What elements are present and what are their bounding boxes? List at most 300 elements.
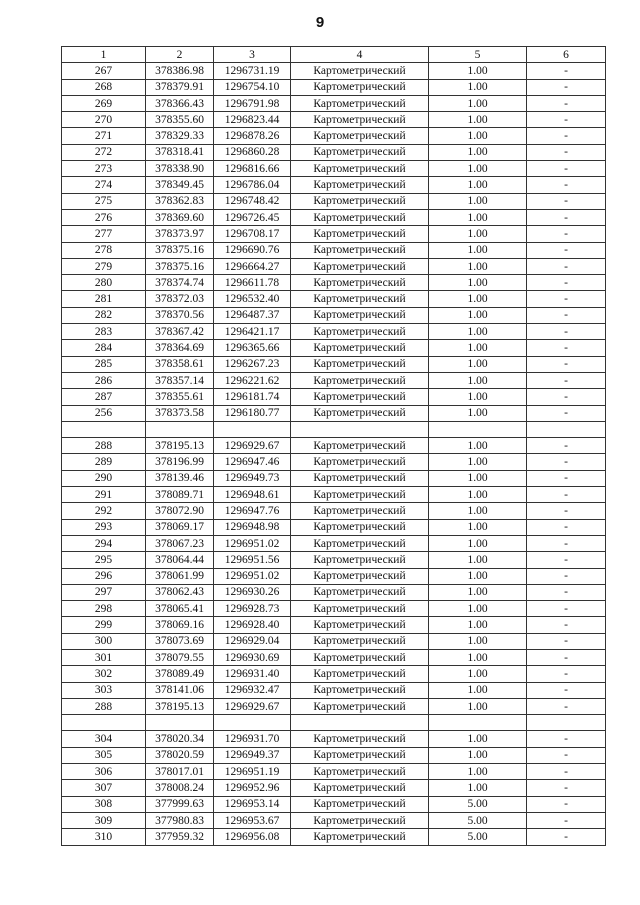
x-coordinate-cell: 378373.97 (146, 226, 214, 242)
note-cell: - (527, 829, 606, 845)
x-coordinate-cell: 378195.13 (146, 438, 214, 454)
empty-cell (62, 715, 146, 731)
y-coordinate-cell: 1296726.45 (214, 209, 291, 225)
x-coordinate-cell: 378064.44 (146, 552, 214, 568)
table-row (62, 731, 606, 747)
group-separator-row (62, 421, 606, 437)
note-cell: - (527, 128, 606, 144)
note-cell: - (527, 405, 606, 421)
y-coordinate-cell: 1296690.76 (214, 242, 291, 258)
table-row (62, 161, 606, 177)
note-cell: - (527, 519, 606, 535)
table-row (62, 144, 606, 160)
x-coordinate-cell: 378195.13 (146, 698, 214, 714)
accuracy-cell: 1.00 (429, 258, 527, 274)
table-row (62, 584, 606, 600)
table-row (62, 307, 606, 323)
y-coordinate-cell: 1296532.40 (214, 291, 291, 307)
note-cell: - (527, 307, 606, 323)
y-coordinate-cell: 1296928.73 (214, 601, 291, 617)
point-number-cell: 289 (62, 454, 146, 470)
table-row (62, 747, 606, 763)
point-number-cell: 256 (62, 405, 146, 421)
table-row (62, 780, 606, 796)
accuracy-cell: 1.00 (429, 209, 527, 225)
method-cell: Картометрический (291, 535, 429, 551)
x-coordinate-cell: 378374.74 (146, 275, 214, 291)
table-row (62, 829, 606, 845)
note-cell: - (527, 535, 606, 551)
y-coordinate-cell: 1296221.62 (214, 372, 291, 388)
method-cell: Картометрический (291, 340, 429, 356)
method-cell: Картометрический (291, 568, 429, 584)
y-coordinate-cell: 1296786.04 (214, 177, 291, 193)
y-coordinate-cell: 1296421.17 (214, 324, 291, 340)
point-number-cell: 306 (62, 764, 146, 780)
x-coordinate-cell: 378369.60 (146, 209, 214, 225)
accuracy-cell: 1.00 (429, 95, 527, 111)
accuracy-cell: 1.00 (429, 242, 527, 258)
method-cell: Картометрический (291, 812, 429, 828)
method-cell: Картометрический (291, 519, 429, 535)
method-cell: Картометрический (291, 764, 429, 780)
point-number-cell: 295 (62, 552, 146, 568)
accuracy-cell: 1.00 (429, 389, 527, 405)
point-number-cell: 278 (62, 242, 146, 258)
table-row (62, 666, 606, 682)
method-cell: Картометрический (291, 161, 429, 177)
point-number-cell: 284 (62, 340, 146, 356)
table-row (62, 258, 606, 274)
y-coordinate-cell: 1296487.37 (214, 307, 291, 323)
accuracy-cell: 1.00 (429, 535, 527, 551)
point-number-cell: 303 (62, 682, 146, 698)
accuracy-cell: 1.00 (429, 128, 527, 144)
table-row (62, 356, 606, 372)
x-coordinate-cell: 378072.90 (146, 503, 214, 519)
method-cell: Картометрический (291, 63, 429, 79)
point-number-cell: 269 (62, 95, 146, 111)
x-coordinate-cell: 377980.83 (146, 812, 214, 828)
table-row (62, 633, 606, 649)
x-coordinate-cell: 378358.61 (146, 356, 214, 372)
method-cell: Картометрический (291, 470, 429, 486)
y-coordinate-cell: 1296365.66 (214, 340, 291, 356)
table-row (62, 389, 606, 405)
accuracy-cell: 1.00 (429, 487, 527, 503)
point-number-cell: 290 (62, 470, 146, 486)
method-cell: Картометрический (291, 747, 429, 763)
accuracy-cell: 5.00 (429, 796, 527, 812)
x-coordinate-cell: 377959.32 (146, 829, 214, 845)
table-row (62, 242, 606, 258)
note-cell: - (527, 747, 606, 763)
accuracy-cell: 1.00 (429, 617, 527, 633)
table-row (62, 796, 606, 812)
header-cell-6: 6 (527, 47, 606, 63)
accuracy-cell: 1.00 (429, 324, 527, 340)
x-coordinate-cell: 378020.34 (146, 731, 214, 747)
method-cell: Картометрический (291, 242, 429, 258)
point-number-cell: 273 (62, 161, 146, 177)
x-coordinate-cell: 378017.01 (146, 764, 214, 780)
method-cell: Картометрический (291, 682, 429, 698)
accuracy-cell: 1.00 (429, 340, 527, 356)
accuracy-cell: 1.00 (429, 503, 527, 519)
point-number-cell: 296 (62, 568, 146, 584)
table-row (62, 601, 606, 617)
x-coordinate-cell: 378366.43 (146, 95, 214, 111)
y-coordinate-cell: 1296878.26 (214, 128, 291, 144)
y-coordinate-cell: 1296930.69 (214, 649, 291, 665)
point-number-cell: 267 (62, 63, 146, 79)
header-cell-1: 1 (62, 47, 146, 63)
table-row (62, 438, 606, 454)
note-cell: - (527, 682, 606, 698)
note-cell: - (527, 258, 606, 274)
accuracy-cell: 1.00 (429, 584, 527, 600)
table-row (62, 617, 606, 633)
method-cell: Картометрический (291, 633, 429, 649)
point-number-cell: 292 (62, 503, 146, 519)
table-row (62, 812, 606, 828)
accuracy-cell: 1.00 (429, 780, 527, 796)
accuracy-cell: 1.00 (429, 144, 527, 160)
table-row (62, 535, 606, 551)
accuracy-cell: 1.00 (429, 454, 527, 470)
header-cell-3: 3 (214, 47, 291, 63)
method-cell: Картометрический (291, 291, 429, 307)
table-row (62, 698, 606, 714)
table-row (62, 764, 606, 780)
note-cell: - (527, 79, 606, 95)
table-row (62, 682, 606, 698)
method-cell: Картометрический (291, 128, 429, 144)
note-cell: - (527, 209, 606, 225)
point-number-cell: 291 (62, 487, 146, 503)
point-number-cell: 294 (62, 535, 146, 551)
x-coordinate-cell: 378089.49 (146, 666, 214, 682)
empty-cell (429, 715, 527, 731)
accuracy-cell: 1.00 (429, 731, 527, 747)
note-cell: - (527, 438, 606, 454)
y-coordinate-cell: 1296932.47 (214, 682, 291, 698)
accuracy-cell: 5.00 (429, 812, 527, 828)
y-coordinate-cell: 1296951.02 (214, 568, 291, 584)
note-cell: - (527, 242, 606, 258)
accuracy-cell: 1.00 (429, 698, 527, 714)
table-row (62, 324, 606, 340)
accuracy-cell: 1.00 (429, 747, 527, 763)
accuracy-cell: 5.00 (429, 829, 527, 845)
x-coordinate-cell: 378065.41 (146, 601, 214, 617)
note-cell: - (527, 617, 606, 633)
header-cell-4: 4 (291, 47, 429, 63)
x-coordinate-cell: 378386.98 (146, 63, 214, 79)
note-cell: - (527, 112, 606, 128)
y-coordinate-cell: 1296928.40 (214, 617, 291, 633)
y-coordinate-cell: 1296953.14 (214, 796, 291, 812)
method-cell: Картометрический (291, 731, 429, 747)
y-coordinate-cell: 1296754.10 (214, 79, 291, 95)
table-row (62, 649, 606, 665)
point-number-cell: 288 (62, 438, 146, 454)
point-number-cell: 302 (62, 666, 146, 682)
x-coordinate-cell: 378062.43 (146, 584, 214, 600)
point-number-cell: 281 (62, 291, 146, 307)
accuracy-cell: 1.00 (429, 372, 527, 388)
accuracy-cell: 1.00 (429, 193, 527, 209)
method-cell: Картометрический (291, 796, 429, 812)
table-row (62, 405, 606, 421)
accuracy-cell: 1.00 (429, 682, 527, 698)
note-cell: - (527, 731, 606, 747)
note-cell: - (527, 633, 606, 649)
point-number-cell: 299 (62, 617, 146, 633)
x-coordinate-cell: 378061.99 (146, 568, 214, 584)
y-coordinate-cell: 1296951.02 (214, 535, 291, 551)
x-coordinate-cell: 378196.99 (146, 454, 214, 470)
header-cell-2: 2 (146, 47, 214, 63)
y-coordinate-cell: 1296929.67 (214, 438, 291, 454)
empty-cell (527, 715, 606, 731)
note-cell: - (527, 780, 606, 796)
point-number-cell: 300 (62, 633, 146, 649)
x-coordinate-cell: 378355.60 (146, 112, 214, 128)
x-coordinate-cell: 378372.03 (146, 291, 214, 307)
empty-cell (214, 421, 291, 437)
y-coordinate-cell: 1296947.76 (214, 503, 291, 519)
table-row (62, 503, 606, 519)
empty-cell (429, 421, 527, 437)
y-coordinate-cell: 1296931.40 (214, 666, 291, 682)
point-number-cell: 282 (62, 307, 146, 323)
note-cell: - (527, 275, 606, 291)
x-coordinate-cell: 378069.17 (146, 519, 214, 535)
x-coordinate-cell: 378370.56 (146, 307, 214, 323)
method-cell: Картометрический (291, 177, 429, 193)
method-cell: Картометрический (291, 552, 429, 568)
point-number-cell: 279 (62, 258, 146, 274)
table-row (62, 470, 606, 486)
point-number-cell: 297 (62, 584, 146, 600)
x-coordinate-cell: 378329.33 (146, 128, 214, 144)
method-cell: Картометрический (291, 503, 429, 519)
accuracy-cell: 1.00 (429, 405, 527, 421)
point-number-cell: 309 (62, 812, 146, 828)
y-coordinate-cell: 1296929.04 (214, 633, 291, 649)
y-coordinate-cell: 1296930.26 (214, 584, 291, 600)
x-coordinate-cell: 378375.16 (146, 242, 214, 258)
accuracy-cell: 1.00 (429, 649, 527, 665)
table-row (62, 128, 606, 144)
method-cell: Картометрический (291, 324, 429, 340)
point-number-cell: 271 (62, 128, 146, 144)
method-cell: Картометрический (291, 209, 429, 225)
y-coordinate-cell: 1296948.98 (214, 519, 291, 535)
table-row (62, 63, 606, 79)
method-cell: Картометрический (291, 487, 429, 503)
method-cell: Картометрический (291, 454, 429, 470)
y-coordinate-cell: 1296953.67 (214, 812, 291, 828)
note-cell: - (527, 552, 606, 568)
accuracy-cell: 1.00 (429, 438, 527, 454)
method-cell: Картометрический (291, 666, 429, 682)
group-separator-row (62, 715, 606, 731)
note-cell: - (527, 698, 606, 714)
note-cell: - (527, 389, 606, 405)
accuracy-cell: 1.00 (429, 112, 527, 128)
note-cell: - (527, 584, 606, 600)
point-number-cell: 305 (62, 747, 146, 763)
note-cell: - (527, 503, 606, 519)
table-row (62, 226, 606, 242)
y-coordinate-cell: 1296181.74 (214, 389, 291, 405)
y-coordinate-cell: 1296180.77 (214, 405, 291, 421)
point-number-cell: 285 (62, 356, 146, 372)
note-cell: - (527, 95, 606, 111)
method-cell: Картометрический (291, 356, 429, 372)
accuracy-cell: 1.00 (429, 177, 527, 193)
y-coordinate-cell: 1296956.08 (214, 829, 291, 845)
x-coordinate-cell: 378367.42 (146, 324, 214, 340)
table-row (62, 209, 606, 225)
x-coordinate-cell: 378362.83 (146, 193, 214, 209)
note-cell: - (527, 487, 606, 503)
empty-cell (146, 421, 214, 437)
table-row (62, 454, 606, 470)
x-coordinate-cell: 378020.59 (146, 747, 214, 763)
empty-cell (291, 715, 429, 731)
method-cell: Картометрический (291, 438, 429, 454)
note-cell: - (527, 372, 606, 388)
note-cell: - (527, 63, 606, 79)
x-coordinate-cell: 378067.23 (146, 535, 214, 551)
header-row (62, 47, 606, 63)
point-number-cell: 268 (62, 79, 146, 95)
accuracy-cell: 1.00 (429, 79, 527, 95)
method-cell: Картометрический (291, 372, 429, 388)
y-coordinate-cell: 1296947.46 (214, 454, 291, 470)
accuracy-cell: 1.00 (429, 519, 527, 535)
y-coordinate-cell: 1296823.44 (214, 112, 291, 128)
table-row (62, 487, 606, 503)
x-coordinate-cell: 378373.58 (146, 405, 214, 421)
y-coordinate-cell: 1296949.37 (214, 747, 291, 763)
table-row (62, 291, 606, 307)
point-number-cell: 286 (62, 372, 146, 388)
y-coordinate-cell: 1296952.96 (214, 780, 291, 796)
point-number-cell: 277 (62, 226, 146, 242)
method-cell: Картометрический (291, 698, 429, 714)
point-number-cell: 272 (62, 144, 146, 160)
table-row (62, 275, 606, 291)
point-number-cell: 283 (62, 324, 146, 340)
accuracy-cell: 1.00 (429, 601, 527, 617)
y-coordinate-cell: 1296791.98 (214, 95, 291, 111)
point-number-cell: 301 (62, 649, 146, 665)
x-coordinate-cell: 378069.16 (146, 617, 214, 633)
y-coordinate-cell: 1296611.78 (214, 275, 291, 291)
note-cell: - (527, 796, 606, 812)
note-cell: - (527, 568, 606, 584)
empty-cell (146, 715, 214, 731)
note-cell: - (527, 324, 606, 340)
note-cell: - (527, 601, 606, 617)
method-cell: Картометрический (291, 405, 429, 421)
table-row (62, 193, 606, 209)
note-cell: - (527, 649, 606, 665)
point-number-cell: 293 (62, 519, 146, 535)
method-cell: Картометрический (291, 258, 429, 274)
y-coordinate-cell: 1296731.19 (214, 63, 291, 79)
method-cell: Картометрический (291, 307, 429, 323)
accuracy-cell: 1.00 (429, 161, 527, 177)
note-cell: - (527, 470, 606, 486)
accuracy-cell: 1.00 (429, 470, 527, 486)
accuracy-cell: 1.00 (429, 552, 527, 568)
coordinates-table (61, 46, 606, 846)
x-coordinate-cell: 378079.55 (146, 649, 214, 665)
method-cell: Картометрический (291, 584, 429, 600)
accuracy-cell: 1.00 (429, 764, 527, 780)
method-cell: Картометрический (291, 780, 429, 796)
point-number-cell: 288 (62, 698, 146, 714)
point-number-cell: 298 (62, 601, 146, 617)
y-coordinate-cell: 1296664.27 (214, 258, 291, 274)
table-row (62, 568, 606, 584)
x-coordinate-cell: 378073.69 (146, 633, 214, 649)
table-row (62, 79, 606, 95)
table-row (62, 112, 606, 128)
note-cell: - (527, 454, 606, 470)
method-cell: Картометрический (291, 226, 429, 242)
y-coordinate-cell: 1296948.61 (214, 487, 291, 503)
accuracy-cell: 1.00 (429, 291, 527, 307)
note-cell: - (527, 161, 606, 177)
method-cell: Картометрический (291, 144, 429, 160)
accuracy-cell: 1.00 (429, 307, 527, 323)
note-cell: - (527, 144, 606, 160)
table-row (62, 552, 606, 568)
empty-cell (62, 421, 146, 437)
method-cell: Картометрический (291, 79, 429, 95)
y-coordinate-cell: 1296929.67 (214, 698, 291, 714)
point-number-cell: 304 (62, 731, 146, 747)
table-row (62, 177, 606, 193)
point-number-cell: 308 (62, 796, 146, 812)
y-coordinate-cell: 1296931.70 (214, 731, 291, 747)
x-coordinate-cell: 377999.63 (146, 796, 214, 812)
method-cell: Картометрический (291, 389, 429, 405)
accuracy-cell: 1.00 (429, 356, 527, 372)
point-number-cell: 307 (62, 780, 146, 796)
note-cell: - (527, 193, 606, 209)
table-row (62, 340, 606, 356)
note-cell: - (527, 356, 606, 372)
x-coordinate-cell: 378338.90 (146, 161, 214, 177)
x-coordinate-cell: 378355.61 (146, 389, 214, 405)
note-cell: - (527, 764, 606, 780)
empty-cell (291, 421, 429, 437)
empty-cell (214, 715, 291, 731)
y-coordinate-cell: 1296816.66 (214, 161, 291, 177)
y-coordinate-cell: 1296949.73 (214, 470, 291, 486)
point-number-cell: 270 (62, 112, 146, 128)
accuracy-cell: 1.00 (429, 633, 527, 649)
table-body (62, 63, 606, 845)
table-row (62, 519, 606, 535)
